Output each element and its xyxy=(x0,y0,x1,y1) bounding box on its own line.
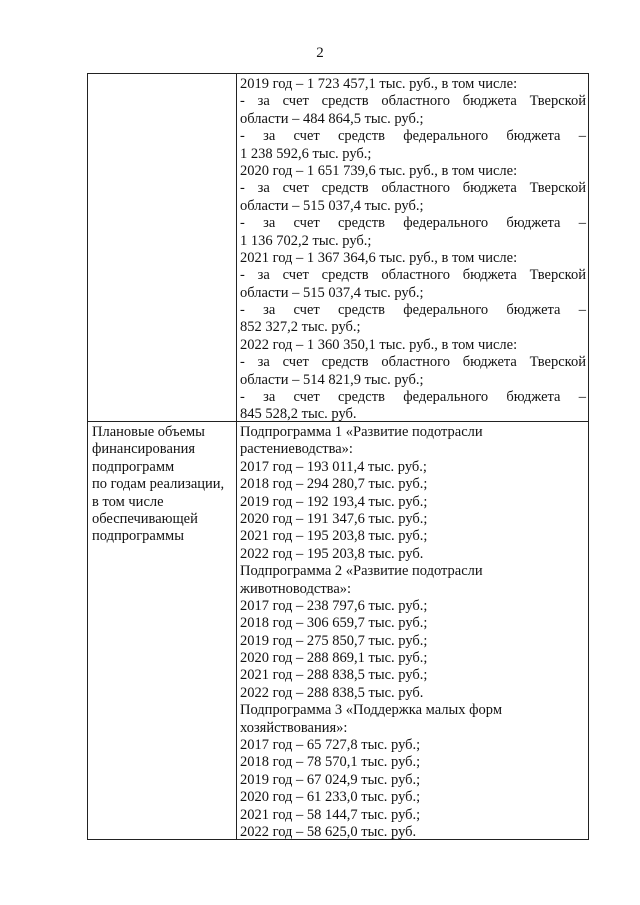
text-line: 2019 год – 67 024,9 тыс. руб.; xyxy=(240,771,421,788)
text-line: Подпрограмма 3 «Поддержка малых форм xyxy=(240,702,503,719)
text-line: 2021 год – 195 203,8 тыс. руб.; xyxy=(240,528,428,545)
text-line: 2020 год – 191 347,6 тыс. руб.; xyxy=(240,510,428,527)
text-line: 845 528,2 тыс. руб. xyxy=(240,406,357,423)
text-line: Подпрограмма 1 «Развитие подотрасли xyxy=(240,424,483,440)
text-line: - за счет средств федерального бюджета – xyxy=(240,389,586,406)
label-line: Плановые объемы xyxy=(92,424,205,440)
text-line: - за счет средств федерального бюджета – xyxy=(240,215,586,232)
page-number: 2 xyxy=(316,45,324,61)
label-line: подпрограммы xyxy=(92,528,184,545)
text-line: 2019 год – 1 723 457,1 тыс. руб., в том числе: xyxy=(240,76,518,92)
text-line: 2018 год – 294 280,7 тыс. руб.; xyxy=(240,476,428,493)
label-line: подпрограмм xyxy=(92,458,175,475)
text-line: 2020 год – 61 233,0 тыс. руб.; xyxy=(240,789,421,806)
text-line: животноводства»: xyxy=(240,580,352,597)
text-line: Подпрограмма 2 «Развитие подотрасли xyxy=(240,563,483,580)
financing-table xyxy=(87,73,589,840)
text-line: - за счет средств областного бюджета Тверской xyxy=(240,267,586,284)
text-line: 2021 год – 1 367 364,6 тыс. руб., в том числе: xyxy=(240,249,518,266)
text-line: - за счет средств областного бюджета Тверской xyxy=(240,180,586,197)
text-line: области – 514 821,9 тыс. руб.; xyxy=(240,371,424,388)
text-line: области – 515 037,4 тыс. руб.; xyxy=(240,284,424,301)
text-line: 2020 год – 1 651 739,6 тыс. руб., в том числе: xyxy=(240,162,518,179)
text-line: 2019 год – 192 193,4 тыс. руб.; xyxy=(240,493,428,510)
text-line: 2022 год – 1 360 350,1 тыс. руб., в том числе: xyxy=(240,336,518,353)
table-row xyxy=(88,74,588,422)
text-line: - за счет средств областного бюджета Тверской xyxy=(240,93,586,110)
text-line: 2017 год – 193 011,4 тыс. руб.; xyxy=(240,458,427,475)
label-line: в том числе xyxy=(92,493,164,510)
text-line: 1 238 592,6 тыс. руб.; xyxy=(240,145,372,162)
text-line: растениеводства»: xyxy=(240,441,353,458)
text-line: 2022 год – 288 838,5 тыс. руб. xyxy=(240,684,424,701)
text-line: 2018 год – 306 659,7 тыс. руб.; xyxy=(240,615,428,632)
text-line: хозяйствования»: xyxy=(240,719,348,736)
column-divider xyxy=(236,422,237,839)
text-line: 2019 год – 275 850,7 тыс. руб.; xyxy=(240,632,428,649)
row-value-cell xyxy=(240,424,586,841)
label-line: по годам реализации, xyxy=(92,476,225,493)
text-line: 2021 год – 58 144,7 тыс. руб.; xyxy=(240,806,421,823)
text-line: - за счет средств федерального бюджета – xyxy=(240,302,586,319)
text-line: - за счет средств федерального бюджета – xyxy=(240,128,586,145)
text-line: 852 327,2 тыс. руб.; xyxy=(240,319,361,336)
label-line: финансирования xyxy=(92,441,196,458)
text-line: 2022 год – 195 203,8 тыс. руб. xyxy=(240,545,424,562)
row-value-cell xyxy=(240,76,586,424)
column-divider xyxy=(236,74,237,421)
text-line: 2020 год – 288 869,1 тыс. руб.; xyxy=(240,650,428,667)
label-line: обеспечивающей xyxy=(92,511,198,528)
text-line: 2022 год – 58 625,0 тыс. руб. xyxy=(240,823,417,840)
text-line: области – 484 864,5 тыс. руб.; xyxy=(240,110,424,127)
text-line: - за счет средств областного бюджета Тверской xyxy=(240,354,586,371)
text-line: 2017 год – 238 797,6 тыс. руб.; xyxy=(240,597,428,614)
text-line: 1 136 702,2 тыс. руб.; xyxy=(240,232,372,249)
text-line: 2017 год – 65 727,8 тыс. руб.; xyxy=(240,737,421,754)
table-row xyxy=(88,422,588,839)
text-line: области – 515 037,4 тыс. руб.; xyxy=(240,197,424,214)
row-label-cell xyxy=(92,424,234,546)
text-line: 2018 год – 78 570,1 тыс. руб.; xyxy=(240,754,421,771)
text-line: 2021 год – 288 838,5 тыс. руб.; xyxy=(240,667,428,684)
